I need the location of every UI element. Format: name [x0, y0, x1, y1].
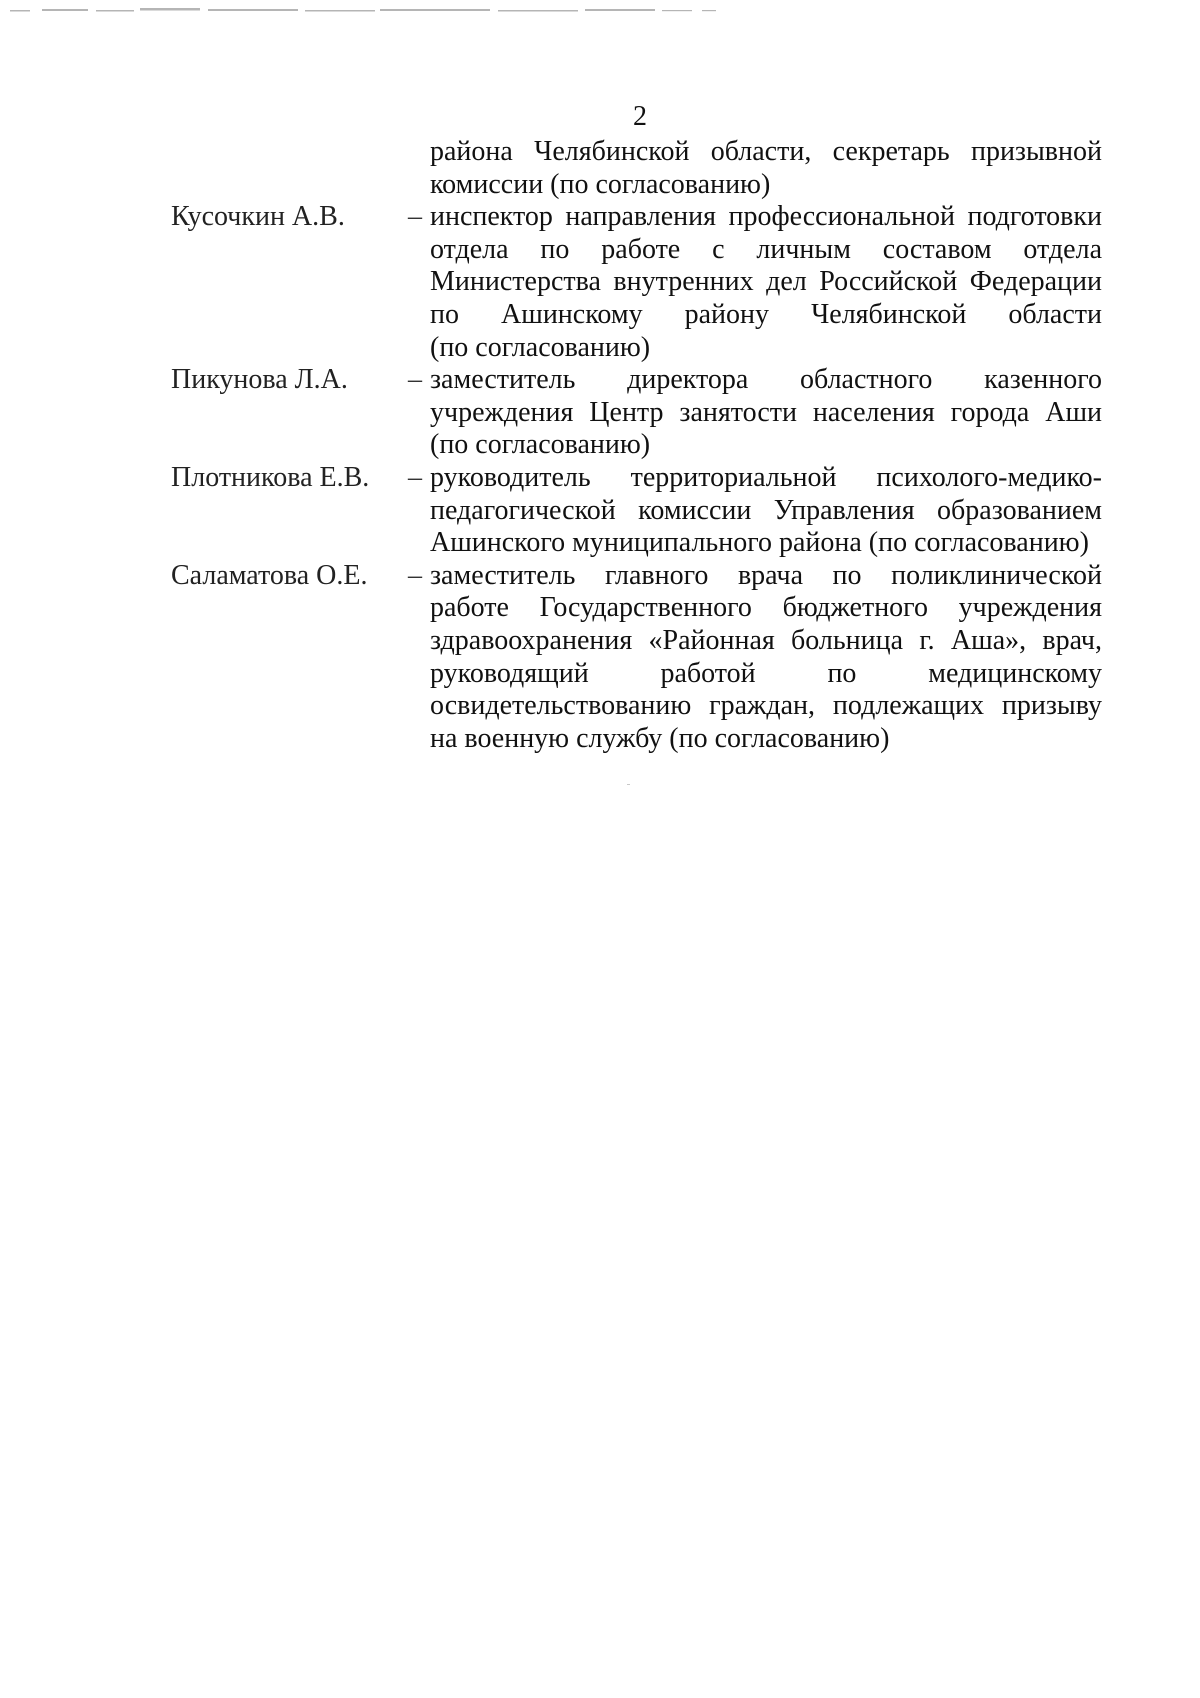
dash-separator: – — [408, 364, 422, 396]
text-line: руководящий работой по медицинскому — [430, 657, 1102, 689]
text-line: Министерства внутренних дел Российской Федерации — [430, 266, 1102, 298]
member-entry — [171, 364, 1117, 462]
member-name: Пикунова Л.А. — [171, 364, 348, 396]
page-number: 2 — [633, 101, 647, 132]
text-line: района Челябинской области, секретарь призывной — [430, 136, 1102, 167]
text-line: (по согласованию) — [430, 429, 651, 461]
scan-artifact-strip — [0, 0, 740, 22]
dash-separator: – — [408, 201, 422, 233]
text-line: (по согласованию) — [430, 331, 651, 363]
member-name: Плотникова Е.В. — [171, 461, 370, 493]
text-line: Ашинского муниципального района (по согласованию) — [430, 527, 1089, 559]
commission-member-list — [171, 136, 1117, 755]
text-line: по Ашинскому району Челябинской области — [430, 298, 1102, 330]
text-line: отдела по работе с личным составом отдела — [430, 233, 1102, 265]
text-line: освидетельствованию граждан, подлежащих призыву — [430, 690, 1102, 722]
member-name: Кусочкин А.В. — [171, 201, 345, 233]
member-entry — [171, 462, 1117, 560]
scan-speck — [627, 784, 630, 785]
continuation-text — [430, 136, 1102, 201]
text-line: комиссии (по согласованию) — [430, 168, 771, 200]
text-line: заместитель директора областного казенного — [430, 364, 1102, 396]
continuation-entry — [171, 136, 1117, 201]
text-line: на военную службу (по согласованию) — [430, 722, 890, 754]
dash-separator: – — [408, 461, 422, 493]
text-line: работе Государственного бюджетного учреждения — [430, 592, 1102, 624]
text-line: педагогической комиссии Управления образованием — [430, 494, 1102, 526]
member-name: Саламатова О.Е. — [171, 559, 368, 591]
text-line: руководитель территориальной психолого-медико- — [430, 461, 1102, 493]
member-entry — [171, 201, 1117, 364]
member-position — [430, 462, 1102, 560]
member-entry — [171, 560, 1117, 756]
member-position — [430, 560, 1102, 756]
member-position — [430, 201, 1102, 364]
text-line: инспектор направления профессиональной подготовки — [430, 201, 1102, 233]
member-position — [430, 364, 1102, 462]
text-line: здравоохранения «Районная больница г. Аша», врач, — [430, 624, 1102, 656]
text-line: заместитель главного врача по поликлинической — [430, 559, 1102, 591]
dash-separator: – — [408, 559, 422, 591]
text-line: учреждения Центр занятости населения города Аши — [430, 396, 1102, 428]
